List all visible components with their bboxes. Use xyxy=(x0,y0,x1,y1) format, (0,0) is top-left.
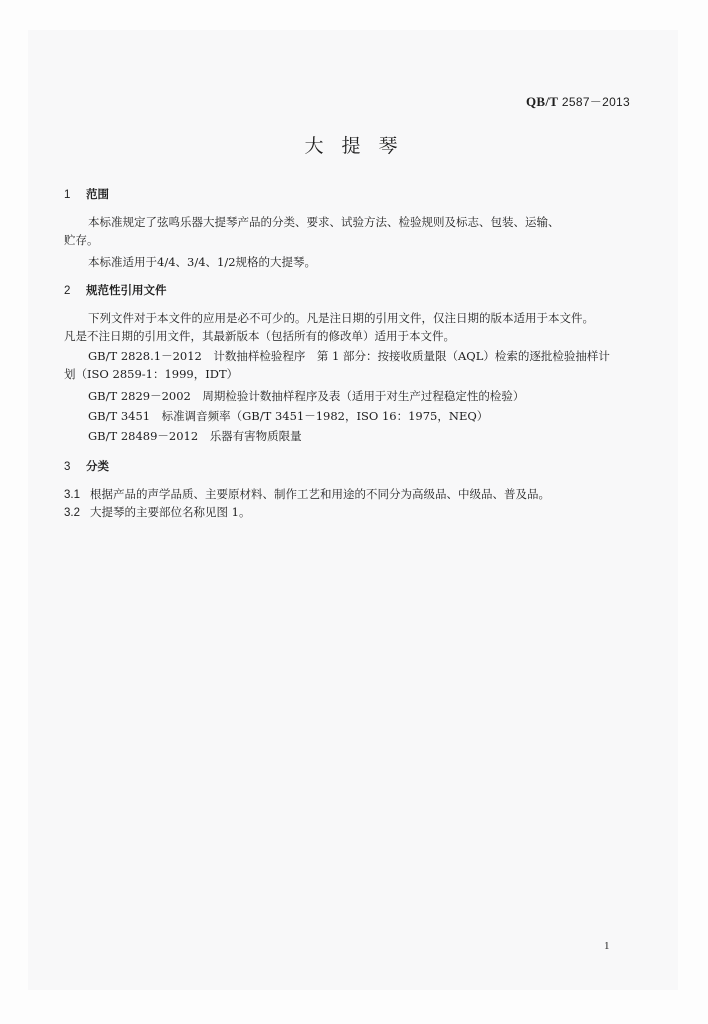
scope-paragraph-line-2: 贮存。 xyxy=(64,233,99,247)
reference-2: GB/T 2829－2002 周期检验计数抽样程序及表（适用于对生产过程稳定性的检验） xyxy=(88,389,525,403)
section-number: 1 xyxy=(64,189,71,201)
reference-1-line-2: 划（ISO 2859-1：1999，IDT） xyxy=(64,367,239,381)
references-intro-line-2: 凡是不注日期的引用文件，其最新版本（包括所有的修改单）适用于本文件。 xyxy=(64,329,455,343)
section-3-heading xyxy=(64,458,109,474)
section-title: 范围 xyxy=(86,187,109,201)
clause-number: 3.2 xyxy=(64,507,80,519)
clause-3-1 xyxy=(64,486,550,504)
section-2-heading xyxy=(64,282,167,298)
section-1-heading xyxy=(64,186,109,202)
references-intro-line-1: 下列文件对于本文件的应用是必不可少的。凡是注日期的引用文件，仅注日期的版本适用于本文件。 xyxy=(88,311,594,325)
scope-paragraph-2: 本标准适用于4/4、3/4、1/2规格的大提琴。 xyxy=(88,255,317,269)
document-title: 大 提 琴 xyxy=(304,135,404,157)
reference-1-line-1: GB/T 2828.1－2012 计数抽样检验程序 第 1 部分：按接收质量限（AQL）检索的逐批检验抽样计 xyxy=(88,349,610,363)
section-title: 规范性引用文件 xyxy=(86,283,167,297)
clause-number: 3.1 xyxy=(64,489,80,501)
standard-code xyxy=(526,93,630,110)
page-number: 1 xyxy=(604,940,610,952)
clause-3-2 xyxy=(64,504,250,522)
reference-4: GB/T 28489－2012 乐器有害物质限量 xyxy=(88,429,302,443)
standard-number: 2587－2013 xyxy=(561,95,630,109)
standard-prefix: QB/T xyxy=(526,94,559,109)
section-number: 3 xyxy=(64,461,71,473)
reference-3: GB/T 3451 标准调音频率（GB/T 3451－1982，ISO 16：1975，NEQ） xyxy=(88,409,489,423)
clause-text: 大提琴的主要部位名称见图 1。 xyxy=(90,505,251,519)
section-title: 分类 xyxy=(86,459,109,473)
scope-paragraph-line-1: 本标准规定了弦鸣乐器大提琴产品的分类、要求、试验方法、检验规则及标志、包装、运输、 xyxy=(88,215,560,229)
section-number: 2 xyxy=(64,285,71,297)
clause-text: 根据产品的声学品质、主要原材料、制作工艺和用途的不同分为高级品、中级品、普及品。 xyxy=(90,487,550,501)
